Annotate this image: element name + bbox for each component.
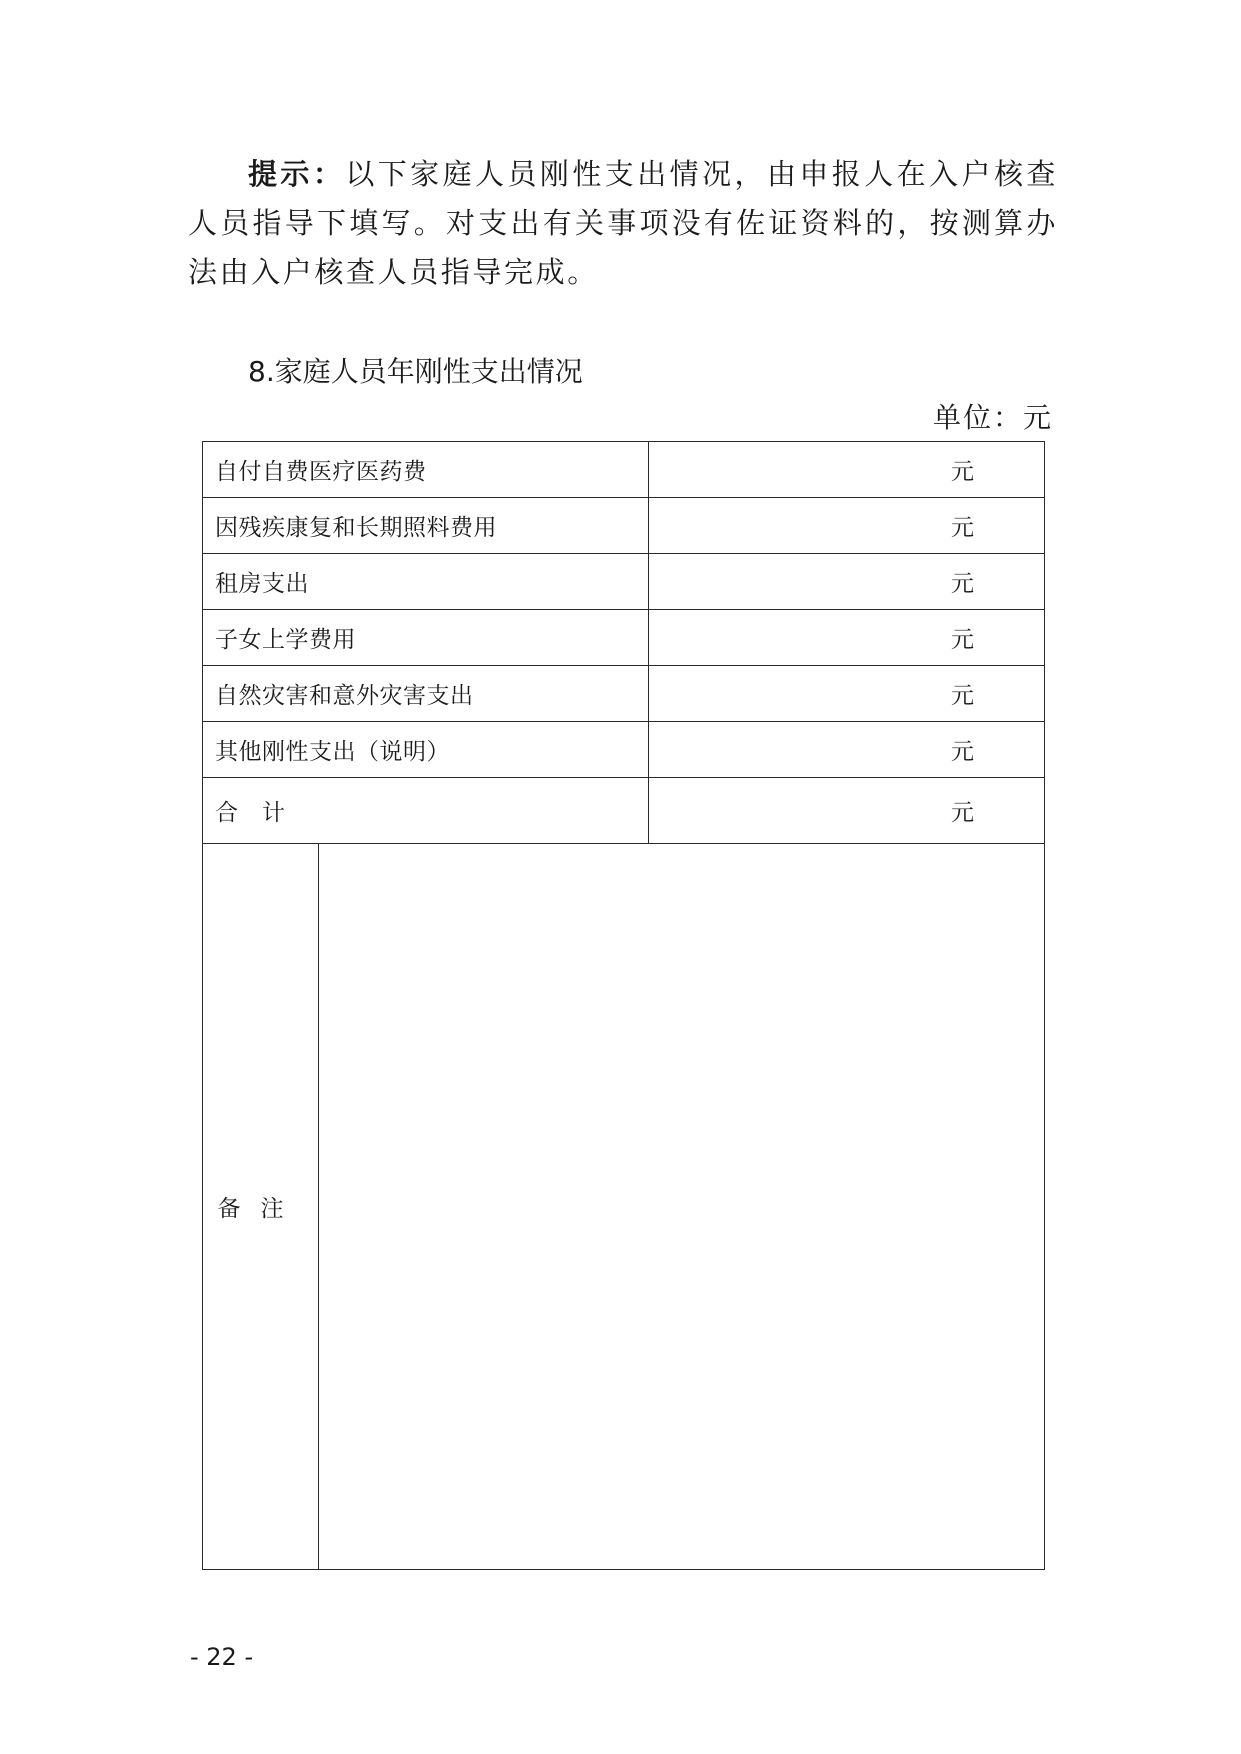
expense-item-label: 其他刚性支出（说明） bbox=[203, 722, 649, 778]
expense-amount-cell[interactable]: 元 bbox=[649, 610, 1045, 666]
expense-amount-cell[interactable]: 元 bbox=[649, 722, 1045, 778]
remarks-row bbox=[203, 844, 1045, 1570]
table-row bbox=[203, 722, 1045, 778]
notice-text: 以下家庭人员刚性支出情况，由申报人在入户核查人员指导下填写。对支出有关事项没有佐证资料的，按测算办法由入户核查人员指导完成。 bbox=[188, 157, 1058, 289]
expense-item-label: 因残疾康复和长期照料费用 bbox=[203, 498, 649, 554]
expense-item-label: 子女上学费用 bbox=[203, 610, 649, 666]
expense-amount-cell[interactable]: 元 bbox=[649, 554, 1045, 610]
expense-item-label: 自付自费医疗医药费 bbox=[203, 442, 649, 498]
total-amount-cell[interactable]: 元 bbox=[649, 778, 1045, 844]
page-number: - 22 - bbox=[190, 1643, 254, 1671]
table-row bbox=[203, 554, 1045, 610]
table-row bbox=[203, 666, 1045, 722]
expense-amount-cell[interactable]: 元 bbox=[649, 442, 1045, 498]
total-row bbox=[203, 778, 1045, 844]
expense-table bbox=[202, 441, 1045, 1570]
expense-amount-cell[interactable]: 元 bbox=[649, 666, 1045, 722]
remarks-label: 备注 bbox=[203, 844, 319, 1570]
remarks-field[interactable] bbox=[319, 844, 1045, 1570]
table-row bbox=[203, 442, 1045, 498]
expense-item-label: 自然灾害和意外灾害支出 bbox=[203, 666, 649, 722]
total-label: 合 计 bbox=[203, 778, 649, 844]
unit-label: 单位：元 bbox=[932, 401, 1053, 434]
notice-paragraph bbox=[188, 150, 1058, 297]
table-row bbox=[203, 610, 1045, 666]
section-heading: 8.家庭人员年刚性支出情况 bbox=[248, 355, 583, 388]
table-row bbox=[203, 498, 1045, 554]
expense-item-label: 租房支出 bbox=[203, 554, 649, 610]
notice-label: 提示： bbox=[248, 157, 346, 191]
expense-amount-cell[interactable]: 元 bbox=[649, 498, 1045, 554]
